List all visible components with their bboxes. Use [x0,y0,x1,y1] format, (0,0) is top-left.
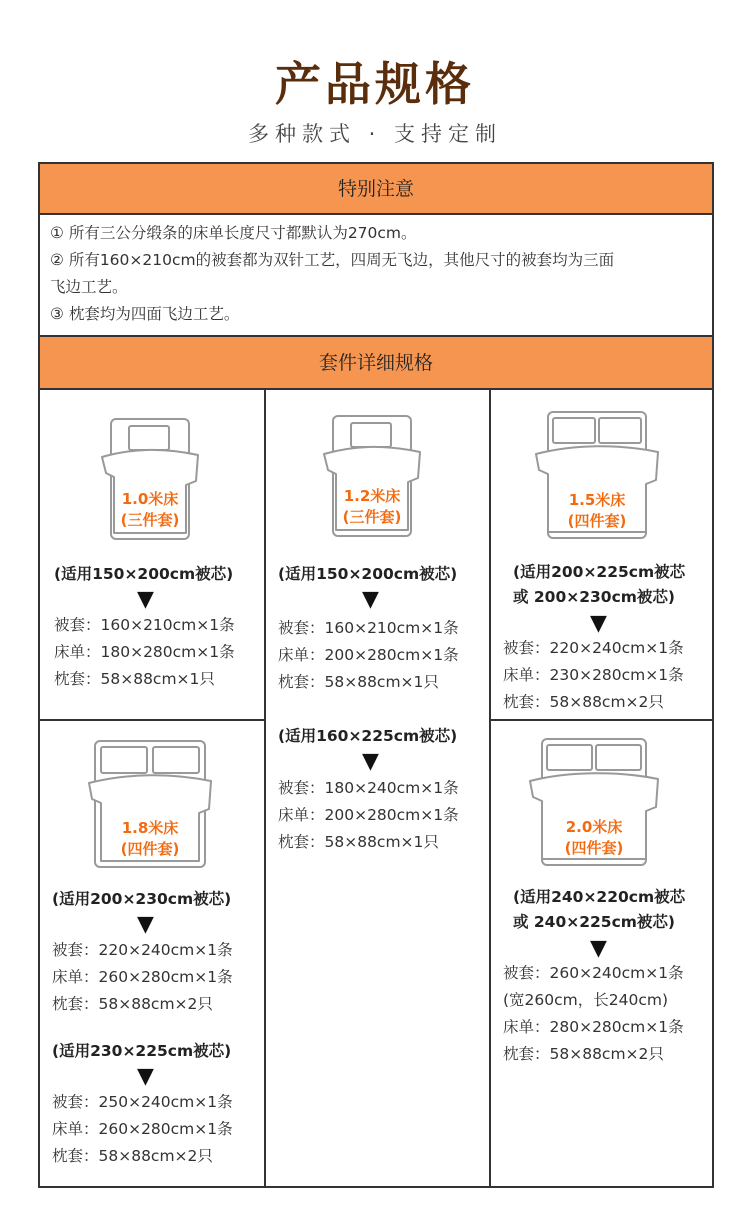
set-count-label: (四件套) [564,839,624,857]
duvet-fit-label: (适用230×225cm被芯) [52,1042,232,1060]
notice-line: ③ 枕套均为四面飞边工艺。 [50,305,240,323]
page-title: 产品规格 [275,57,475,111]
set-count-label: (三件套) [342,508,402,526]
set-count-label: (四件套) [567,512,627,530]
duvet-cover-spec: 被套：220×240cm×1条 [52,941,233,959]
duvet-cover-spec: 被套：180×240cm×1条 [278,779,459,797]
bed-size-label: 2.0米床 [565,818,623,836]
duvet-fit-label: (适用150×200cm被芯) [278,565,458,583]
bed-sheet-spec: 床单：280×280cm×1条 [503,1018,684,1036]
double-bed-icon [529,737,659,867]
spec-list [54,612,235,693]
duvet-cover-spec: 被套：220×240cm×1条 [503,639,684,657]
down-arrow-icon: ▼ [362,587,379,612]
double-bed-icon [88,739,212,869]
set-count-label: (四件套) [120,840,180,858]
duvet-fit-label: (适用160×225cm被芯) [278,727,458,745]
duvet-fit-label: (适用240×220cm被芯 [513,888,686,906]
duvet-cover-spec: 被套：250×240cm×1条 [52,1093,233,1111]
spec-list [278,775,459,856]
duvet-cover-note: (宽260cm，长240cm) [503,991,669,1009]
bed-size-label: 1.8米床 [121,819,179,837]
pillowcase-spec: 枕套：58×88cm×2只 [503,693,664,711]
down-arrow-icon: ▼ [137,912,154,937]
details-header: 套件详细规格 [40,335,712,390]
pillowcase-spec: 枕套：58×88cm×1只 [54,670,215,688]
down-arrow-icon: ▼ [362,749,379,774]
notice-line: 飞边工艺。 [50,278,128,296]
spec-table [38,162,714,1188]
single-bed-icon [322,414,422,544]
pillowcase-spec: 枕套：58×88cm×2只 [52,995,213,1013]
bed-sheet-spec: 床单：200×280cm×1条 [278,646,459,664]
duvet-fit-label-alt: 或 200×230cm被芯) [513,588,676,606]
duvet-fit-label-alt: 或 240×225cm被芯) [513,913,676,931]
spec-list [503,635,684,716]
bed-size-label: 1.0米床 [121,490,179,508]
bed-sheet-spec: 床单：230×280cm×1条 [503,666,684,684]
bed-sheet-spec: 床单：260×280cm×1条 [52,1120,233,1138]
duvet-fit-label: (适用200×230cm被芯) [52,890,232,908]
notice-body [50,220,700,328]
down-arrow-icon: ▼ [137,1064,154,1089]
duvet-fit-label: (适用200×225cm被芯 [513,563,686,581]
set-count-label: (三件套) [120,511,180,529]
down-arrow-icon: ▼ [590,936,607,961]
spec-list [52,1089,233,1170]
pillowcase-spec: 枕套：58×88cm×1只 [278,673,439,691]
bed-size-label: 1.2米床 [343,487,401,505]
duvet-cover-spec: 被套：160×210cm×1条 [54,616,235,634]
pillowcase-spec: 枕套：58×88cm×2只 [52,1147,213,1165]
bed-sheet-spec: 床单：200×280cm×1条 [278,806,459,824]
page-subtitle: 多种款式 · 支持定制 [247,122,503,146]
spec-list [52,937,233,1018]
spec-list [278,615,459,696]
down-arrow-icon: ▼ [590,611,607,636]
bed-sheet-spec: 床单：180×280cm×1条 [54,643,235,661]
pillowcase-spec: 枕套：58×88cm×1只 [278,833,439,851]
bed-cell-1-5 [491,392,714,719]
pillowcase-spec: 枕套：58×88cm×2只 [503,1045,664,1063]
bed-cell-1-8 [40,721,264,1188]
notice-line: ② 所有160×210cm的被套都为双针工艺，四周无飞边，其他尺寸的被套均为三面 [50,251,615,269]
notice-line: ① 所有三公分缎条的床单长度尺寸都默认为270cm。 [50,224,417,242]
duvet-fit-label: (适用150×200cm被芯) [54,565,234,583]
bed-cell-1-0 [40,392,264,719]
bed-cell-2-0 [491,721,714,1188]
bed-size-label: 1.5米床 [568,491,626,509]
bed-sheet-spec: 床单：260×280cm×1条 [52,968,233,986]
bed-cell-1-2 [266,392,489,1188]
double-bed-icon [535,410,659,540]
notice-header: 特别注意 [40,164,712,215]
duvet-cover-spec: 被套：160×210cm×1条 [278,619,459,637]
down-arrow-icon: ▼ [137,587,154,612]
spec-list [503,960,684,1068]
single-bed-icon [100,417,200,547]
duvet-cover-spec: 被套：260×240cm×1条 [503,964,684,982]
